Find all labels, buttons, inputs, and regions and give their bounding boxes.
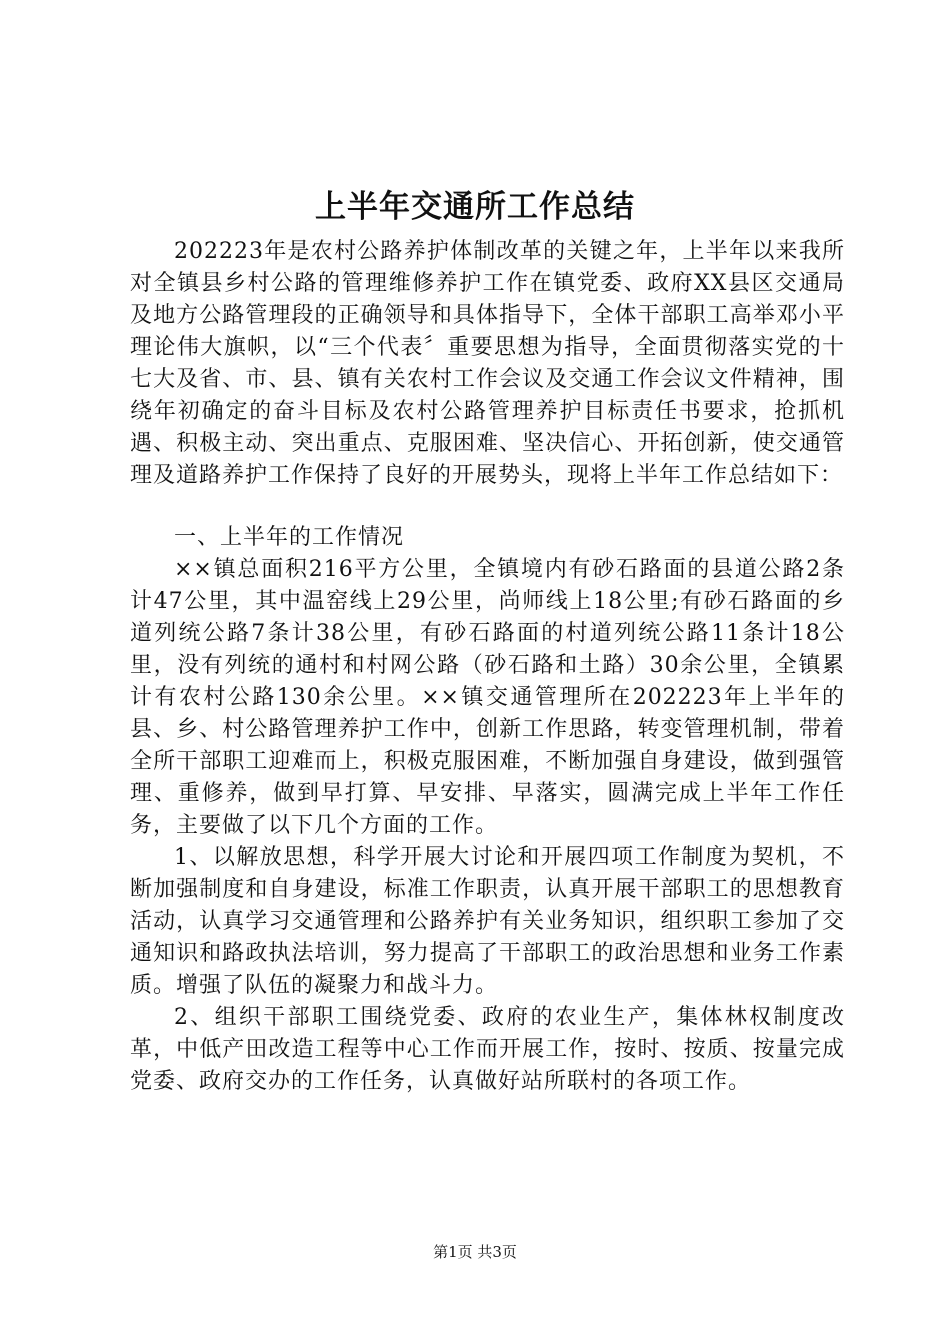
document-body <box>130 236 845 1098</box>
paragraph-gap <box>130 492 845 522</box>
section-paragraph: ××镇总面积216平方公里，全镇境内有砂石路面的县道公路2条计47公里，其中温窑线上29公里，尚师线上18公里;有砂石路面的乡道列统公路7条计38公里，有砂石路面的村道列统公路11条计18公里，没有列统的通村和村网公路（砂石路和土路）30余公里，全镇累计有农村公路130余公里。××镇交通管理所在202223年上半年的县、乡、村公路管理养护工作中，创新工作思路，转变管理机制，带着全所干部职工迎难而上，积极克服困难，不断加强自身建设，做到强管理、重修养，做到早打算、早安排、早落实，圆满完成上半年工作任务，主要做了以下几个方面的工作。 <box>130 557 845 838</box>
document-title: 上半年交通所工作总结 <box>315 189 635 225</box>
section-heading: 一、上半年的工作情况 <box>174 525 405 550</box>
intro-paragraph: 202223年是农村公路养护体制改革的关键之年，上半年以来我所对全镇县乡村公路的管理维修养护工作在镇党委、政府XX县区交通局及地方公路管理段的正确领导和具体指导下，全体干部职工高举邓小平理论伟大旗帜，以“三个代表〞重要思想为指导，全面贯彻落实党的十七大及省、市、县、镇有关农村工作会议及交通工作会议文件精神，围绕年初确定的奋斗目标及农村公路管理养护目标责任书要求，抢抓机遇、积极主动、突出重点、克服困难、坚决信心、开拓创新，使交通管理及道路养护工作保持了良好的开展势头，现将上半年工作总结如下： <box>130 239 845 488</box>
list-item-1: 1、以解放思想，科学开展大讨论和开展四项工作制度为契机，不断加强制度和自身建设，标准工作职责，认真开展干部职工的思想教育活动，认真学习交通管理和公路养护有关业务知识，组织职工参加了交通知识和路政执法培训，努力提高了干部职工的政治思想和业务工作素质。增强了队伍的凝聚力和战斗力。 <box>130 845 845 998</box>
list-item-2: 2、组织干部职工围绕党委、政府的农业生产，集体林权制度改革，中低产田改造工程等中心工作而开展工作，按时、按质、按量完成党委、政府交办的工作任务，认真做好站所联村的各项工作。 <box>130 1005 845 1094</box>
page-number-footer: 第1页 共3页 <box>433 1243 517 1261</box>
